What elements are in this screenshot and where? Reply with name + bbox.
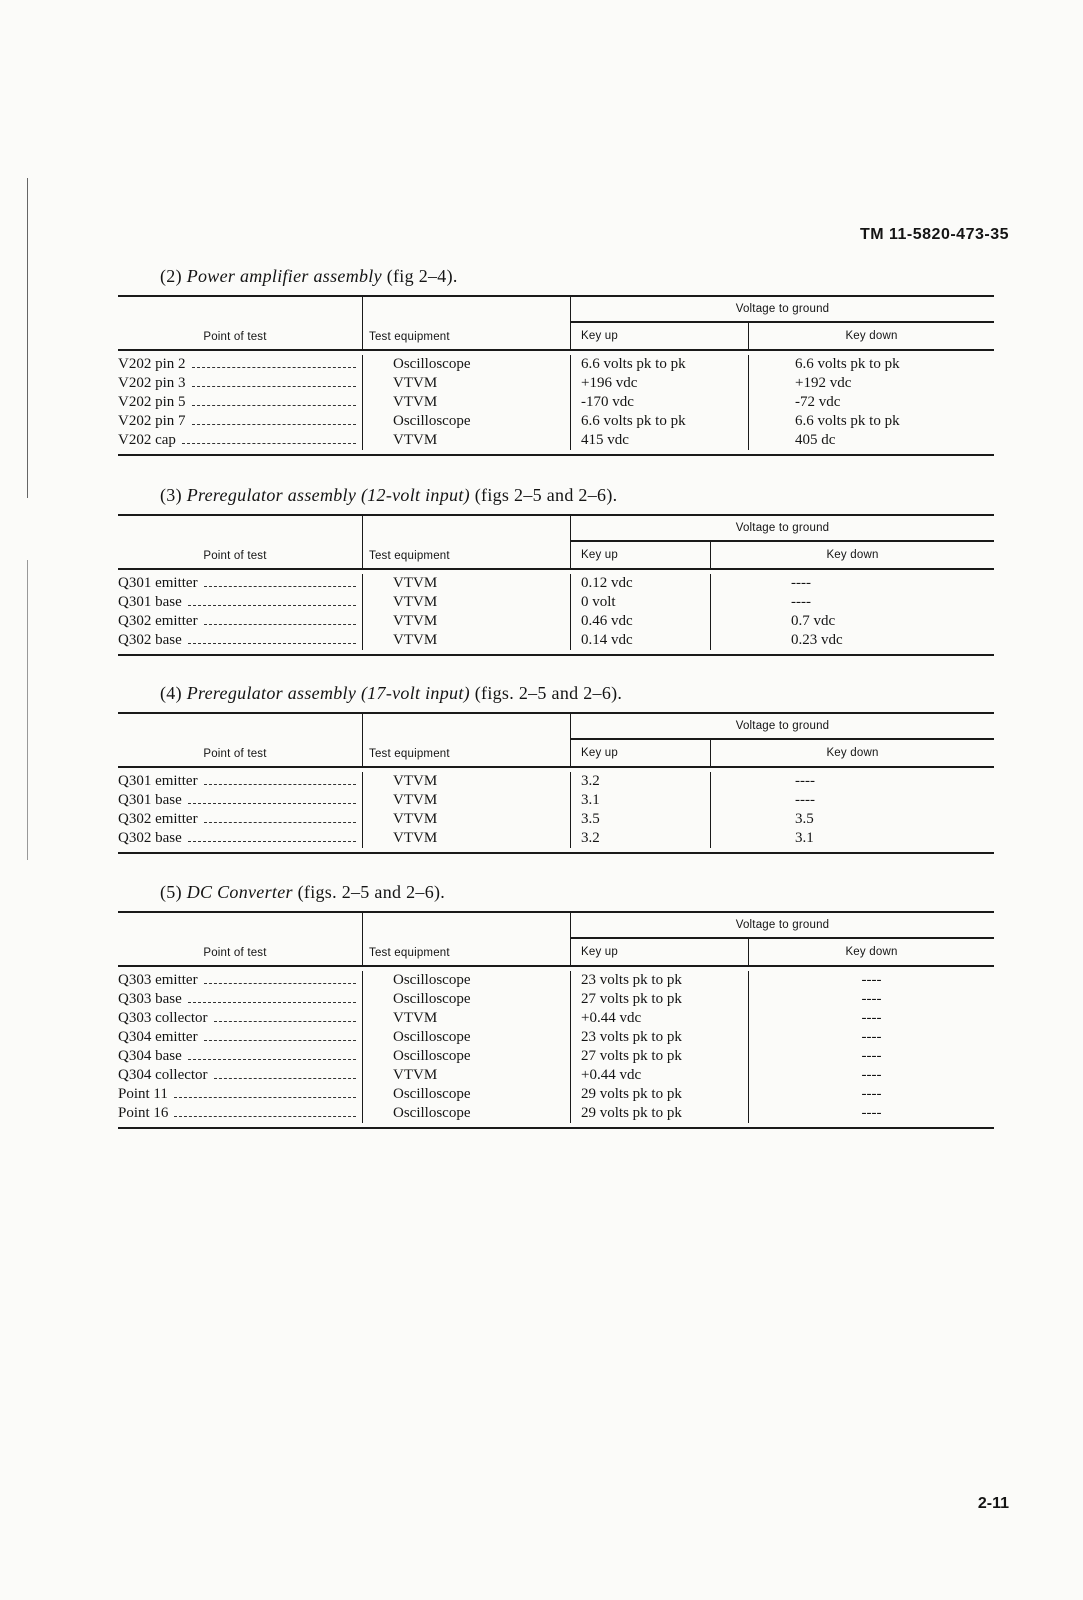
voltage-table [118,295,994,456]
section-title: Preregulator assembly (17-volt input) [186,683,470,703]
leader-dots [204,624,356,625]
column-header-key-down: Key down [845,946,898,958]
key-down-value: 405 dc [795,432,836,448]
column-header-key-up: Key up [571,323,749,349]
key-down-value: ---- [861,1067,882,1083]
key-down-value: ---- [861,1010,882,1026]
point-of-test-label: Q302 base [118,632,182,648]
point-of-test-label: Q301 base [118,792,182,808]
column-header-voltage: Voltage to ground [571,297,994,323]
key-up-value: 3.2 [581,830,600,846]
leader-dots [192,424,357,425]
table-header [118,297,994,351]
key-up-value: 23 volts pk to pk [581,1029,682,1045]
leader-dots [192,405,357,406]
page-number: 2-11 [977,1495,1009,1512]
leader-dots [214,1021,356,1022]
column-header-point: Point of test [118,714,363,766]
key-down-value: 0.23 vdc [791,632,843,648]
point-of-test-label: Q304 collector [118,1067,208,1083]
key-down-value: 3.1 [795,830,814,846]
key-up-value: 0.14 vdc [581,632,633,648]
column-equipment [363,574,571,650]
key-up-value: +196 vdc [581,375,638,391]
column-point [118,971,363,1123]
column-point [118,574,363,650]
table-body [118,768,994,852]
test-equipment-cell: VTVM [393,632,438,648]
key-down-value: ---- [861,1086,882,1102]
leader-dots [192,367,357,368]
key-up-value: +0.44 vdc [581,1067,642,1083]
test-equipment-cell: VTVM [393,394,438,410]
column-key-down [711,574,994,650]
column-header-point: Point of test [118,297,363,349]
test-equipment-cell: Oscilloscope [393,1048,471,1064]
column-key-down [749,355,994,450]
key-up-value: 29 volts pk to pk [581,1105,682,1121]
leader-dots [204,983,356,984]
point-of-test-cell [118,431,362,450]
key-up-value: 23 volts pk to pk [581,972,682,988]
voltage-table [118,514,994,656]
column-equipment [363,971,571,1123]
key-down-value: ---- [861,1029,882,1045]
point-of-test-cell [118,772,362,791]
key-up-value: 0.46 vdc [581,613,633,629]
test-equipment-cell: Oscilloscope [393,991,471,1007]
column-key-down [749,971,994,1123]
column-header-equipment: Test equipment [363,714,571,766]
test-equipment-cell: VTVM [393,1010,438,1026]
key-up-value: 415 vdc [581,432,629,448]
key-down-value: ---- [861,991,882,1007]
point-of-test-cell [118,355,362,374]
leader-dots [188,803,356,804]
point-of-test-label: Q303 collector [118,1010,208,1026]
test-equipment-cell: VTVM [393,613,438,629]
point-of-test-label: Q302 emitter [118,811,198,827]
point-of-test-cell [118,1085,362,1104]
key-down-value: 6.6 volts pk to pk [795,413,900,429]
table-header [118,714,994,768]
point-of-test-cell [118,574,362,593]
leader-dots [174,1097,356,1098]
column-group-voltage [571,297,994,349]
section-figure-ref: (figs. 2–5 and 2–6). [297,882,446,902]
column-header-voltage: Voltage to ground [571,913,994,939]
key-down-value: ---- [791,575,811,591]
section-number: (2) [160,266,182,286]
leader-dots [204,822,356,823]
section-number: (5) [160,882,182,902]
point-of-test-cell [118,971,362,990]
test-equipment-cell: Oscilloscope [393,972,471,988]
key-down-value: -72 vdc [795,394,841,410]
section-power-amplifier [118,266,994,456]
section-number: (3) [160,485,182,505]
point-of-test-cell [118,593,362,612]
section-title: Power amplifier assembly [186,266,382,286]
key-up-value: 3.1 [581,792,600,808]
table-body [118,570,994,654]
column-group-voltage [571,516,994,568]
point-of-test-label: Q304 base [118,1048,182,1064]
point-of-test-cell [118,829,362,848]
voltage-table [118,911,994,1129]
point-of-test-cell [118,810,362,829]
section-dc-converter [118,882,994,1129]
section-figure-ref: (fig 2–4). [386,266,458,286]
section-number: (4) [160,683,182,703]
point-of-test-cell [118,990,362,1009]
key-up-value: 0.12 vdc [581,575,633,591]
column-header-key-up: Key up [571,740,711,766]
leader-dots [174,1116,356,1117]
point-of-test-cell [118,1104,362,1123]
point-of-test-label: Q303 emitter [118,972,198,988]
point-of-test-label: Point 16 [118,1105,169,1121]
point-of-test-label: Q301 base [118,594,182,610]
section-figure-ref: (figs 2–5 and 2–6). [474,485,618,505]
test-equipment-cell: Oscilloscope [393,1086,471,1102]
key-down-value: 6.6 volts pk to pk [795,356,900,372]
section-heading [160,683,994,704]
leader-dots [182,443,356,444]
key-up-value: 6.6 volts pk to pk [581,413,686,429]
point-of-test-cell [118,412,362,431]
section-heading [160,485,994,506]
column-key-up [571,772,711,848]
column-header-equipment: Test equipment [363,516,571,568]
key-down-value: 3.5 [795,811,814,827]
key-down-value: +192 vdc [795,375,852,391]
key-down-value: ---- [795,773,815,789]
leader-dots [188,1002,356,1003]
point-of-test-cell [118,631,362,650]
column-point [118,355,363,450]
column-group-voltage [571,714,994,766]
column-header-equipment: Test equipment [363,297,571,349]
point-of-test-cell [118,393,362,412]
column-header-equipment: Test equipment [363,913,571,965]
table-body [118,967,994,1127]
point-of-test-label: V202 pin 5 [118,394,186,410]
column-equipment [363,772,571,848]
document-number: TM 11-5820-473-35 [859,226,1009,243]
key-down-value: ---- [791,594,811,610]
point-of-test-cell [118,1028,362,1047]
test-equipment-cell: VTVM [393,1067,438,1083]
point-of-test-label: V202 pin 7 [118,413,186,429]
test-equipment-cell: Oscilloscope [393,413,471,429]
test-equipment-cell: VTVM [393,432,438,448]
test-equipment-cell: Oscilloscope [393,1029,471,1045]
key-up-value: 3.2 [581,773,600,789]
key-up-value: 0 volt [581,594,616,610]
table-body [118,351,994,454]
point-of-test-cell [118,1047,362,1066]
key-down-value: 0.7 vdc [791,613,836,629]
key-up-value: 29 volts pk to pk [581,1086,682,1102]
column-header-voltage: Voltage to ground [571,714,994,740]
voltage-table [118,712,994,854]
column-key-down [711,772,994,848]
column-key-up [571,574,711,650]
test-equipment-cell: VTVM [393,773,438,789]
leader-dots [192,386,357,387]
point-of-test-label: Q301 emitter [118,575,198,591]
column-header-voltage: Voltage to ground [571,516,994,542]
key-up-value: 6.6 volts pk to pk [581,356,686,372]
test-equipment-cell: VTVM [393,375,438,391]
section-preregulator-17v [118,683,994,854]
leader-dots [204,1040,356,1041]
column-point [118,772,363,848]
key-down-value: ---- [861,972,882,988]
column-header-point: Point of test [118,516,363,568]
point-of-test-label: Q301 emitter [118,773,198,789]
column-header-key-down: Key down [845,330,898,342]
point-of-test-label: Point 11 [118,1086,168,1102]
key-up-value: 3.5 [581,811,600,827]
column-header-key-down: Key down [826,747,879,759]
point-of-test-label: Q304 emitter [118,1029,198,1045]
point-of-test-label: V202 pin 3 [118,375,186,391]
column-header-key-down: Key down [826,549,879,561]
column-header-key-up: Key up [571,542,711,568]
section-preregulator-12v [118,485,994,656]
column-header-key-up: Key up [571,939,749,965]
test-equipment-cell: VTVM [393,575,438,591]
section-figure-ref: (figs. 2–5 and 2–6). [474,683,623,703]
test-equipment-cell: Oscilloscope [393,356,471,372]
point-of-test-cell [118,791,362,810]
leader-dots [188,643,356,644]
point-of-test-label: Q302 emitter [118,613,198,629]
point-of-test-label: V202 cap [118,432,176,448]
key-down-value: ---- [861,1048,882,1064]
test-equipment-cell: VTVM [393,811,438,827]
leader-dots [188,841,356,842]
point-of-test-label: Q302 base [118,830,182,846]
column-header-point: Point of test [118,913,363,965]
section-heading [160,266,994,287]
leader-dots [188,605,356,606]
key-up-value: -170 vdc [581,394,634,410]
leader-dots [188,1059,356,1060]
point-of-test-cell [118,374,362,393]
leader-dots [214,1078,356,1079]
column-equipment [363,355,571,450]
column-group-voltage [571,913,994,965]
table-header [118,913,994,967]
leader-dots [204,784,356,785]
key-up-value: 27 volts pk to pk [581,991,682,1007]
key-up-value: +0.44 vdc [581,1010,642,1026]
key-down-value: ---- [861,1105,882,1121]
table-header [118,516,994,570]
point-of-test-cell [118,1066,362,1085]
point-of-test-label: V202 pin 2 [118,356,186,372]
column-key-up [571,355,749,450]
section-heading [160,882,994,903]
test-equipment-cell: VTVM [393,792,438,808]
page-edge-line [27,178,28,498]
section-title: DC Converter [186,882,293,902]
point-of-test-cell [118,1009,362,1028]
point-of-test-cell [118,612,362,631]
test-equipment-cell: VTVM [393,830,438,846]
section-title: Preregulator assembly (12-volt input) [186,485,470,505]
key-up-value: 27 volts pk to pk [581,1048,682,1064]
key-down-value: ---- [795,792,815,808]
leader-dots [204,586,356,587]
page-edge-line [27,560,28,860]
test-equipment-cell: Oscilloscope [393,1105,471,1121]
column-key-up [571,971,749,1123]
point-of-test-label: Q303 base [118,991,182,1007]
test-equipment-cell: VTVM [393,594,438,610]
